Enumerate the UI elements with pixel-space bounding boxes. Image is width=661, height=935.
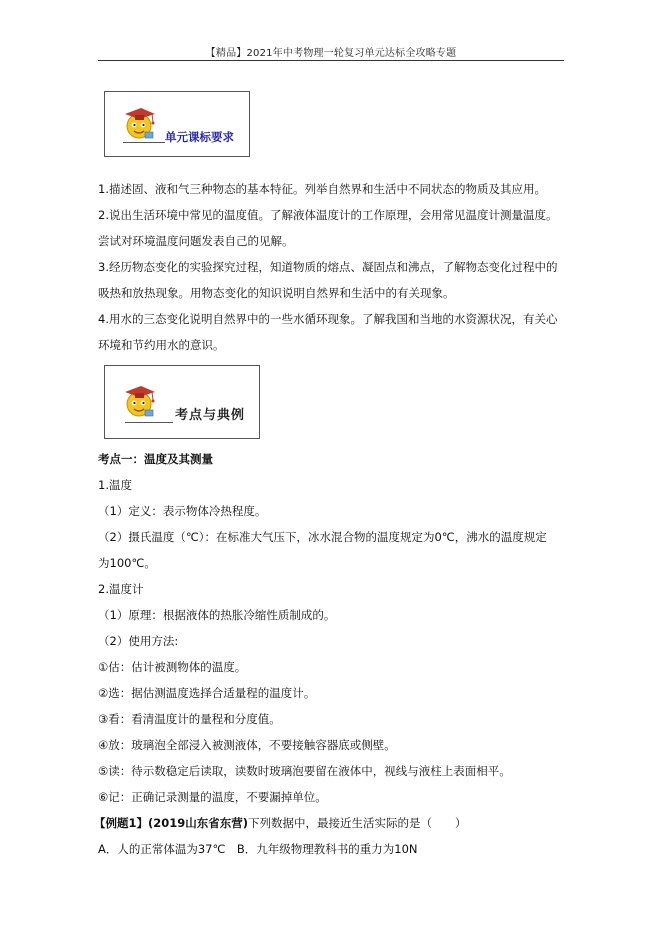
example-question-text: 下列数据中，最接近生活实际的是（ ） bbox=[248, 816, 467, 830]
banner-title: 单元课标要求 bbox=[165, 130, 234, 144]
example-question bbox=[94, 815, 467, 831]
body-line: （2）摄氏温度（℃）：在标准大气压下，冰水混合物的温度规定为0℃，沸水的温度规定 bbox=[98, 530, 547, 544]
banner-underline bbox=[125, 422, 173, 423]
banner-title: 考点与典例 bbox=[175, 408, 246, 423]
example-label: 【例题1】(2019山东省东营) bbox=[94, 816, 249, 830]
body-line: ③看：看清温度计的量程和分度值。 bbox=[98, 712, 281, 726]
requirement-line: 尝试对环境温度问题发表自己的见解。 bbox=[98, 234, 294, 248]
body-line: 2.温度计 bbox=[98, 582, 144, 596]
requirement-line: 3.经历物态变化的实验探究过程，知道物质的熔点、凝固点和沸点，了解物态变化过程中的 bbox=[98, 260, 558, 274]
body-line: 1.温度 bbox=[98, 478, 132, 492]
requirement-line: 2.说出生活环境中常见的温度值。了解液体温度计的工作原理，会用常见温度计测量温度。 bbox=[98, 208, 558, 222]
page-header: 【精品】2021年中考物理一轮复习单元达标全攻略专题 bbox=[205, 48, 457, 59]
requirement-line: 环境和节约用水的意识。 bbox=[98, 338, 225, 352]
body-line: ①估：估计被测物体的温度。 bbox=[98, 660, 247, 674]
graduate-mascot-icon bbox=[119, 102, 159, 142]
body-line: （1）原理：根据液体的热胀冷缩性质制成的。 bbox=[98, 608, 336, 622]
body-line: （1）定义：表示物体冷热程度。 bbox=[98, 504, 267, 518]
requirement-line: 吸热和放热现象。用物态变化的知识说明自然界和生活中的有关现象。 bbox=[98, 286, 455, 300]
banner-underline bbox=[123, 142, 165, 143]
body-line: 为100℃。 bbox=[98, 556, 156, 570]
section-banner-key-points bbox=[104, 365, 260, 439]
requirement-line: 4.用水的三态变化说明自然界中的一些水循环现象。了解我国和当地的水资源状况，有关心 bbox=[98, 312, 558, 326]
body-line: ④放：玻璃泡全部浸入被测液体，不要接触容器底或侧壁。 bbox=[98, 738, 396, 752]
body-line: ⑥记：正确记录测量的温度，不要漏掉单位。 bbox=[98, 790, 327, 804]
graduate-mascot-icon bbox=[119, 380, 159, 420]
header-rule bbox=[98, 60, 564, 61]
body-line: （2）使用方法: bbox=[98, 634, 179, 648]
requirement-line: 1.描述固、液和气三种物态的基本特征。列举自然界和生活中不同状态的物质及其应用。 bbox=[98, 182, 546, 196]
example-options: A．人的正常体温为37℃ B．九年级物理教科书的重力为10N bbox=[98, 842, 418, 856]
section-heading: 考点一：温度及其测量 bbox=[98, 452, 213, 466]
section-banner-unit-requirements bbox=[104, 91, 250, 157]
body-line: ②选：据估测温度选择合适量程的温度计。 bbox=[98, 686, 316, 700]
body-line: ⑤读：待示数稳定后读取，读数时玻璃泡要留在液体中，视线与液柱上表面相平。 bbox=[98, 764, 511, 778]
